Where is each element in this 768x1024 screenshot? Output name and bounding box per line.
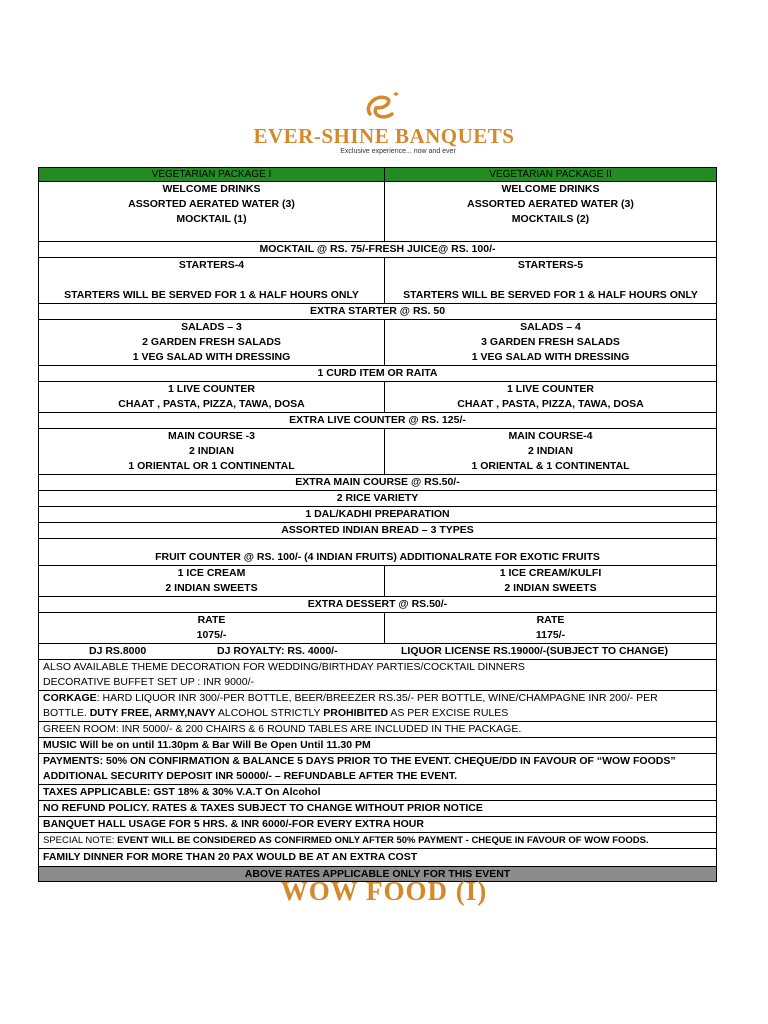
extra-live-row: EXTRA LIVE COUNTER @ RS. 125/- <box>39 413 717 429</box>
extra-main-row: EXTRA MAIN COURSE @ RS.50/- <box>39 475 717 491</box>
main-course-row <box>39 429 717 475</box>
family-dinner-row: FAMILY DINNER FOR MORE THAN 20 PAX WOULD BE AT AN EXTRA COST <box>39 849 717 867</box>
package-2-rate: RATE 1175/- <box>385 613 717 644</box>
welcome-row <box>39 182 717 242</box>
package-1-rate: RATE 1075/- <box>39 613 385 644</box>
package-2-salads: SALADS – 4 3 GARDEN FRESH SALADS 1 VEG SALAD WITH DRESSING <box>385 320 717 366</box>
dessert-row <box>39 566 717 597</box>
package-1-welcome: WELCOME DRINKS ASSORTED AERATED WATER (3) MOCKTAIL (1) <box>39 182 385 242</box>
e-swirl-logo-icon <box>358 88 408 124</box>
theme-row: ALSO AVAILABLE THEME DECORATION FOR WEDDING/BIRTHDAY PARTIES/COCKTAIL DINNERS DECORATIVE BUFFET SET UP : INR 9000/- <box>39 660 717 691</box>
special-note-row: SPECIAL NOTE: EVENT WILL BE CONSIDERED AS CONFIRMED ONLY AFTER 50% PAYMENT - CHEQUE IN FAVOUR OF WOW FOODS. <box>39 833 717 849</box>
package-1-starters: STARTERS-4 STARTERS WILL BE SERVED FOR 1 & HALF HOURS ONLY <box>39 258 385 304</box>
brand-tagline: Exclusive experience... now and ever <box>340 148 456 155</box>
starters-row <box>39 258 717 304</box>
rate-row <box>39 613 717 644</box>
letterhead <box>0 82 768 164</box>
package-header-row <box>39 168 717 182</box>
rates-note-row: ABOVE RATES APPLICABLE ONLY FOR THIS EVENT <box>39 867 717 882</box>
mocktail-row: MOCKTAIL @ RS. 75/-FRESH JUICE@ RS. 100/- <box>39 242 717 258</box>
salads-row <box>39 320 717 366</box>
package-2-dessert: 1 ICE CREAM/KULFI 2 INDIAN SWEETS <box>385 566 717 597</box>
rice-row: 2 RICE VARIETY <box>39 491 717 507</box>
package-2-welcome: WELCOME DRINKS ASSORTED AERATED WATER (3) MOCKTAILS (2) <box>385 182 717 242</box>
package-table <box>38 167 717 882</box>
package-1-dessert: 1 ICE CREAM 2 INDIAN SWEETS <box>39 566 385 597</box>
extra-dessert-row: EXTRA DESSERT @ RS.50/- <box>39 597 717 613</box>
package-2-title: VEGETARIAN PACKAGE II <box>385 168 717 182</box>
live-counter-row <box>39 382 717 413</box>
package-1-title: VEGETARIAN PACKAGE I <box>39 168 385 182</box>
hall-usage-row: BANQUET HALL USAGE FOR 5 HRS. & INR 6000/-FOR EVERY EXTRA HOUR <box>39 817 717 833</box>
package-2-main: MAIN COURSE-4 2 INDIAN 1 ORIENTAL & 1 CONTINENTAL <box>385 429 717 475</box>
corkage-row: CORKAGE: HARD LIQUOR INR 300/-PER BOTTLE, BEER/BREEZER RS.35/- PER BOTTLE, WINE/CHAMPAGNE INR 200/- PER BOTTLE. DUTY FREE, ARMY,NAVY ALCOHOL STRICTLY PROHIBITED AS PER EXCISE RULES <box>39 691 717 722</box>
green-room-row: GREEN ROOM: INR 5000/- & 200 CHAIRS & 6 ROUND TABLES ARE INCLUDED IN THE PACKAGE. <box>39 722 717 738</box>
extra-starter-row: EXTRA STARTER @ RS. 50 <box>39 304 717 320</box>
payments-row: PAYMENTS: 50% ON CONFIRMATION & BALANCE 5 DAYS PRIOR TO THE EVENT. CHEQUE/DD IN FAVOUR OF “WOW FOODS” ADDITIONAL SECURITY DEPOSIT INR 50000/- – REFUNDABLE AFTER THE EVENT. <box>39 754 717 785</box>
dj-royalty: DJ ROYALTY: RS. 4000/- <box>217 645 338 657</box>
package-2-starters: STARTERS-5 STARTERS WILL BE SERVED FOR 1 & HALF HOURS ONLY <box>385 258 717 304</box>
fruit-row <box>39 539 717 566</box>
package-2-live: 1 LIVE COUNTER CHAAT , PASTA, PIZZA, TAWA, DOSA <box>385 382 717 413</box>
liquor-license: LIQUOR LICENSE RS.19000/-(SUBJECT TO CHANGE) <box>401 645 669 657</box>
footer-title: WOW FOOD (I) <box>280 876 488 906</box>
music-row: MUSIC Will be on until 11.30pm & Bar Will Be Open Until 11.30 PM <box>39 738 717 754</box>
taxes-row: TAXES APPLICABLE: GST 18% & 30% V.A.T On Alcohol <box>39 785 717 801</box>
dal-row: 1 DAL/KADHI PREPARATION <box>39 507 717 523</box>
refund-row: NO REFUND POLICY. RATES & TAXES SUBJECT TO CHANGE WITHOUT PRIOR NOTICE <box>39 801 717 817</box>
package-1-main: MAIN COURSE -3 2 INDIAN 1 ORIENTAL OR 1 CONTINENTAL <box>39 429 385 475</box>
bread-row: ASSORTED INDIAN BREAD – 3 TYPES <box>39 523 717 539</box>
package-1-live: 1 LIVE COUNTER CHAAT , PASTA, PIZZA, TAWA, DOSA <box>39 382 385 413</box>
package-1-salads: SALADS – 3 2 GARDEN FRESH SALADS 1 VEG SALAD WITH DRESSING <box>39 320 385 366</box>
dj-charge: DJ RS.8000 <box>89 645 147 657</box>
curd-row: 1 CURD ITEM OR RAITA <box>39 366 717 382</box>
fruit-counter-text: FRUIT COUNTER @ RS. 100/- (4 INDIAN FRUITS) ADDITIONALRATE FOR EXOTIC FRUITS <box>155 551 600 563</box>
charges-row <box>39 644 717 660</box>
brand-name: EVER-SHINE BANQUETS <box>253 124 515 148</box>
